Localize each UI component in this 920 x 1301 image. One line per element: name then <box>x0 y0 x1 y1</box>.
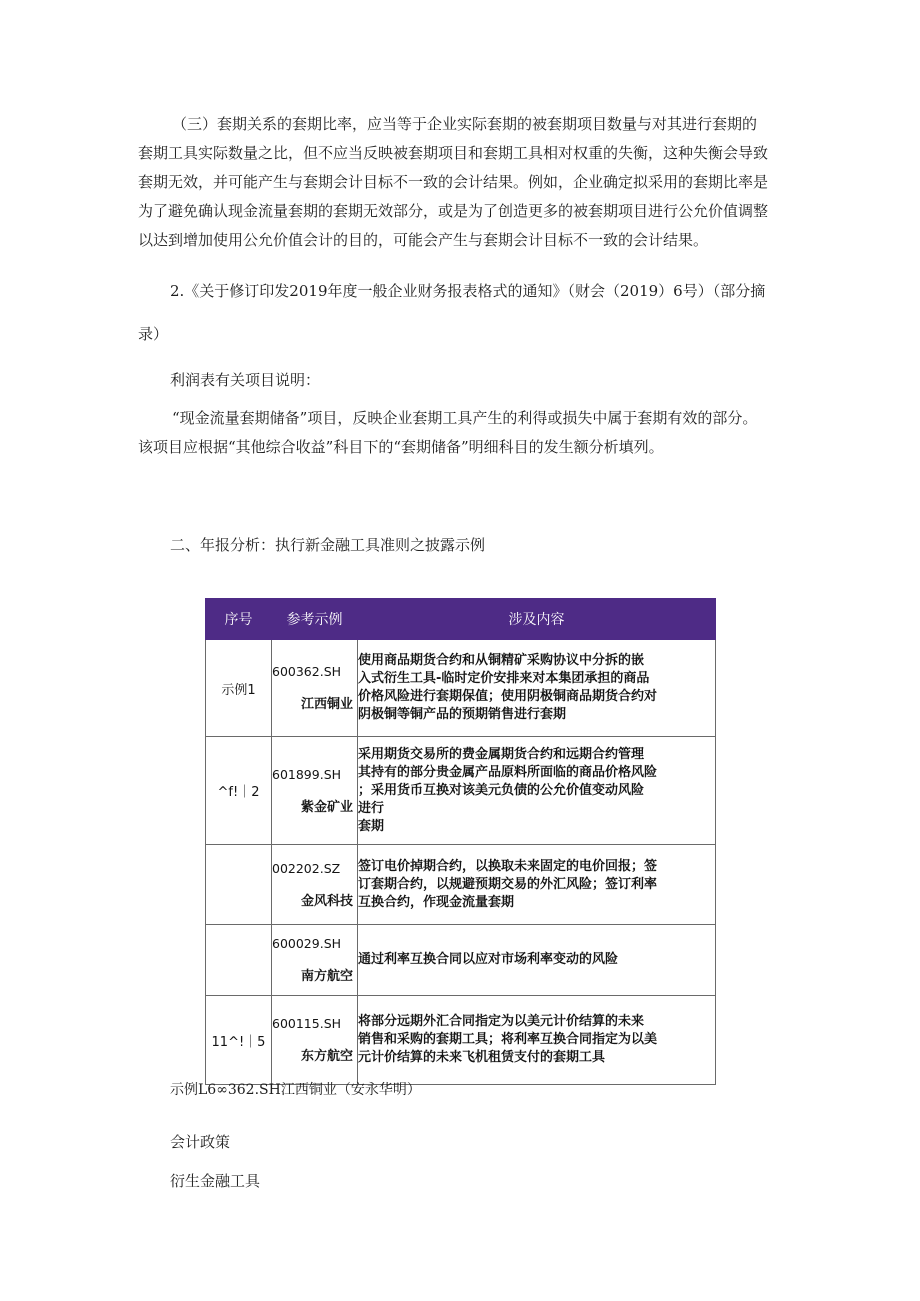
heading-annual-report-analysis: 二、年报分析：执行新金融工具准则之披露示例 <box>170 536 486 554</box>
row-reference <box>272 996 358 1085</box>
content-line: 采用期货交易所的费金属期货合约和远期合约管理 <box>358 746 645 762</box>
company-name: 金风科技 <box>300 893 353 909</box>
company-name: 东方航空 <box>300 1049 353 1064</box>
disclosure-examples-table <box>205 598 716 1085</box>
table-row <box>206 845 716 925</box>
header-reference: 参考示例 <box>272 599 358 640</box>
table-header-row <box>206 599 716 640</box>
row-seq: ^f!｜2 <box>206 737 272 845</box>
header-seq: 序号 <box>206 599 272 640</box>
paragraph-notice-reference <box>138 270 798 356</box>
text-line: 该项目应根据“其他综合收益”科目下的“套期储备”明细科目的发生额分析填列。 <box>138 438 664 456</box>
text-line: “现金流量套期储备”项目，反映企业套期工具产生的利得或损失中属于套期有效的部分。 <box>172 409 758 427</box>
content-line: 进行 <box>358 800 385 816</box>
row-content <box>358 845 716 925</box>
content-line: 元计价结算的未来飞机租赁支付的套期工具 <box>358 1050 606 1065</box>
stock-code: 600115.SH <box>272 1016 342 1031</box>
content-line: 阴极铜等铜产品的预期销售进行套期 <box>358 707 567 722</box>
row-seq <box>206 845 272 925</box>
row-content <box>358 996 716 1085</box>
stock-code: 601899.SH <box>272 766 342 782</box>
section-accounting-policy: 会计政策 <box>170 1133 231 1151</box>
paragraph-hedge-ratio <box>138 110 798 255</box>
header-content: 涉及内容 <box>358 599 716 640</box>
row-seq: 示例1 <box>206 640 272 737</box>
company-name: 南方航空 <box>300 969 353 984</box>
row-content <box>358 925 716 996</box>
content-line: 互换合约，作现金流量套期 <box>358 894 515 910</box>
row-reference <box>272 737 358 845</box>
content-line: 签订电价掉期合约，以换取未来固定的电价回报；签 <box>358 858 658 874</box>
example-caption: 示例L6∞362.SH江西铜业（安永华明） <box>170 1082 421 1098</box>
text-line: （三）套期关系的套期比率，应当等于企业实际套期的被套期项目数量与对其进行套期的 <box>172 115 758 133</box>
row-content <box>358 737 716 845</box>
text-line: 为了避免确认现金流量套期的套期无效部分，或是为了创造更多的被套期项目进行公允价值调整 <box>138 202 769 220</box>
content-line: 通过利率互换合同以应对市场利率变动的风险 <box>358 952 619 967</box>
content-line: 套期 <box>358 818 385 834</box>
content-line: ；采用货币互换对该美元负债的公允价值变动风险 <box>358 782 645 798</box>
stock-code: 002202.SZ <box>272 860 341 876</box>
text-line: 套期无效，并可能产生与套期会计目标不一致的会计结果。例如，企业确定拟采用的套期比率是 <box>138 173 769 191</box>
row-reference <box>272 845 358 925</box>
table-row <box>206 737 716 845</box>
table-row <box>206 925 716 996</box>
content-line: 入式衍生工具-临时定价安排来对本集团承担的商品 <box>358 671 650 686</box>
row-reference <box>272 925 358 996</box>
text-line: 录） <box>138 325 169 343</box>
content-line: 订套期合约，以规避预期交易的外汇风险；签订利率 <box>358 876 658 892</box>
text-line: 套期工具实际数量之比，但不应当反映被套期项目和套期工具相对权重的失衡，这种失衡会导致 <box>138 144 769 162</box>
heading-profit-statement: 利润表有关项目说明： <box>170 371 321 389</box>
company-name: 紫金矿业 <box>300 799 353 815</box>
section-derivatives: 衍生金融工具 <box>170 1172 261 1190</box>
table-row <box>206 996 716 1085</box>
row-content <box>358 640 716 737</box>
stock-code: 600029.SH <box>272 936 342 951</box>
stock-code: 600362.SH <box>272 664 342 679</box>
row-reference <box>272 640 358 737</box>
text-line: 以达到增加使用公允价值会计的目的，可能会产生与套期会计目标不一致的会计结果。 <box>138 231 709 249</box>
table-row <box>206 640 716 737</box>
content-line: 销售和采购的套期工具；将利率互换合同指定为以美 <box>358 1032 658 1047</box>
text-line: 2.《关于修订印发2019年度一般企业财务报表格式的通知》（财会（2019）6号）（部分摘 <box>170 282 766 300</box>
content-line: 将部分远期外汇合同指定为以美元计价结算的未来 <box>358 1014 645 1029</box>
row-seq <box>206 925 272 996</box>
content-line: 价格风险进行套期保值；使用阴极铜商品期货合约对 <box>358 689 658 704</box>
row-seq: 11^!｜5 <box>206 996 272 1085</box>
company-name: 江西铜业 <box>300 697 353 712</box>
content-line: 使用商品期货合约和从铜精矿采购协议中分拆的嵌 <box>358 653 645 668</box>
content-line: 其持有的部分贵金属产品原料所面临的商品价格风险 <box>358 764 658 780</box>
paragraph-cash-flow-hedge-reserve <box>138 404 798 462</box>
